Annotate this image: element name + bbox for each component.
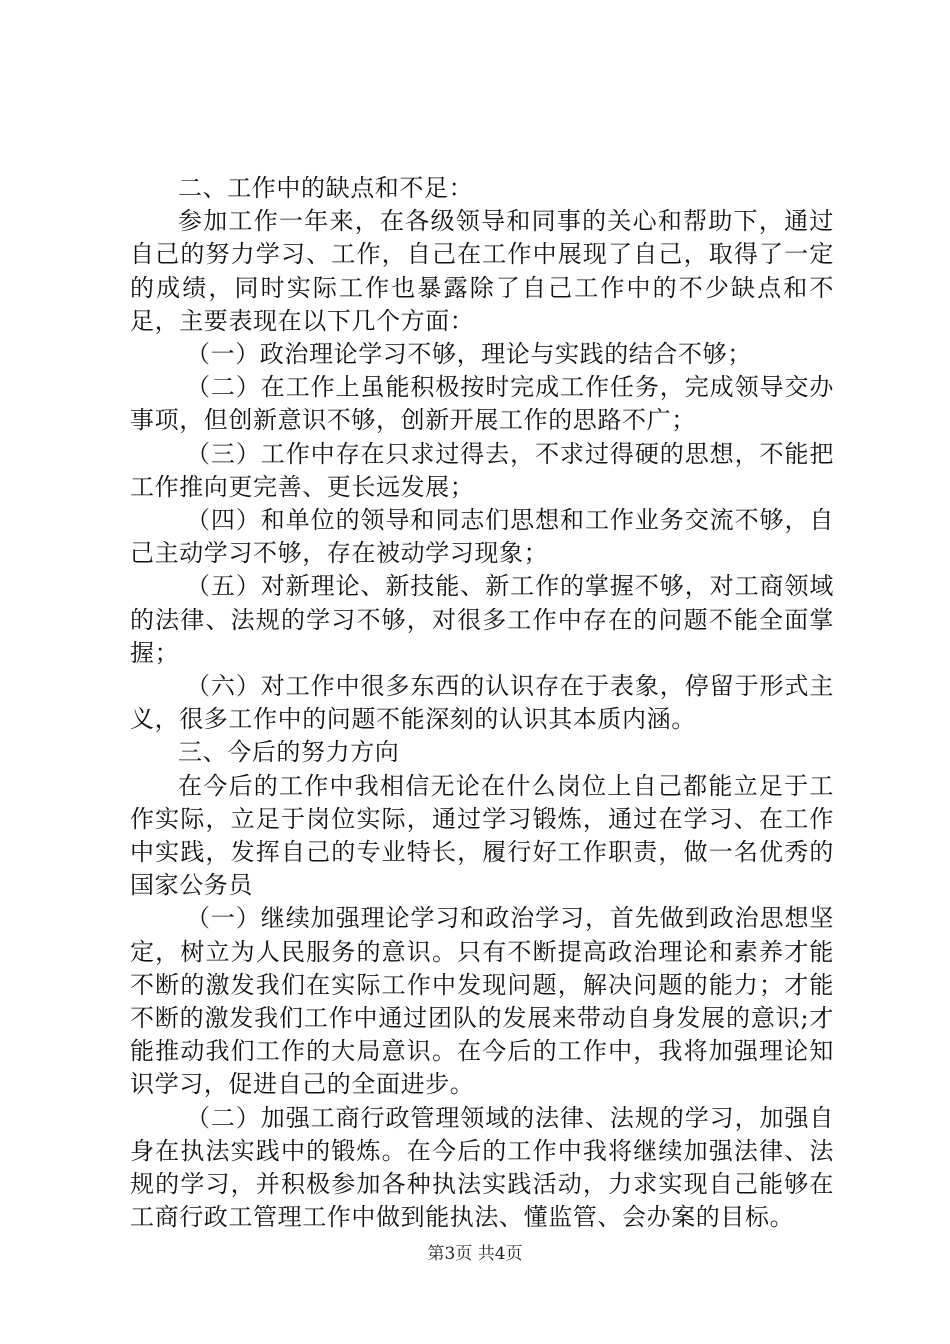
- direction-item-2: （二）加强工商行政管理领域的法律、法规的学习，加强自身在执法实践中的锻炼。在今后的工作中我将继续加强法律、法规的学习，并积极参加各种执法实践活动，力求实现自己能够在工商行政工管理工作中做到能执法、懂监管、会办案的目标。: [130, 1103, 834, 1232]
- direction-item-1: （一）继续加强理论学习和政治学习，首先做到政治思想坚定，树立为人民服务的意识。只有不断提高政治理论和素养才能不断的激发我们在实际工作中发现问题，解决问题的能力；才能不断的激发我们工作中通过团队的发展来带动自身发展的意识;才能推动我们工作的大局意识。在今后的工作中，我将加强理论知识学习，促进自己的全面进步。: [130, 904, 834, 1099]
- list-item-2: （二）在工作上虽能积极按时完成工作任务，完成领导交办事项，但创新意识不够，创新开展工作的思路不广；: [130, 373, 834, 435]
- page-footer: 第3页 共4页: [427, 1244, 523, 1264]
- list-item-4: （四）和单位的领导和同志们思想和工作业务交流不够，自己主动学习不够，存在被动学习现象；: [130, 506, 834, 568]
- section-heading-direction: 三、今后的努力方向: [178, 738, 400, 767]
- list-item-5: （五）对新理论、新技能、新工作的掌握不够，对工商领域的法律、法规的学习不够，对很多工作中存在的问题不能全面掌握；: [130, 572, 834, 667]
- paragraph-direction-intro: 在今后的工作中我相信无论在什么岗位上自己都能立足于工作实际，立足于岗位实际，通过学习锻炼，通过在学习、在工作中实践，发挥自己的专业特长，履行好工作职责，做一名优秀的国家公务员: [130, 771, 834, 900]
- section-heading-shortcomings: 二、工作中的缺点和不足：: [178, 174, 474, 202]
- list-item-1: （一）政治理论学习不够，理论与实践的结合不够；: [186, 340, 752, 369]
- list-item-6: （六）对工作中很多东西的认识存在于表象，停留于形式主义，很多工作中的问题不能深刻的认识其本质内涵。: [130, 672, 834, 734]
- paragraph-intro: 参加工作一年来，在各级领导和同事的关心和帮助下，通过自己的努力学习、工作，自己在工作中展现了自己，取得了一定的成绩，同时实际工作也暴露除了自己工作中的不少缺点和不足，主要表现在以下几个方面：: [130, 207, 834, 335]
- document-body: [130, 172, 834, 1235]
- list-item-3: （三）工作中存在只求过得去，不求过得硬的思想，不能把工作推向更完善、更长远发展；: [130, 439, 834, 501]
